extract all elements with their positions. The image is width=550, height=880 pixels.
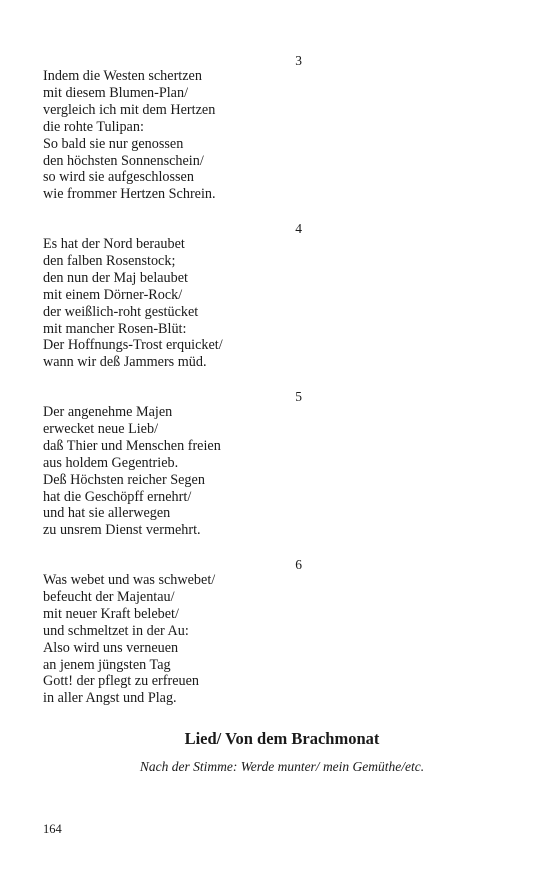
verse-line: Es hat der Nord beraubet: [43, 236, 185, 252]
verse-line: den falben Rosenstock;: [43, 252, 176, 269]
verse-line: mit einem Dörner-Rock/: [43, 286, 183, 303]
verse-line: erwecket neue Lieb/: [43, 420, 159, 437]
verse-line: mit neuer Kraft belebet/: [43, 605, 179, 622]
stanza-number: 5: [295, 389, 302, 404]
verse-line: befeucht der Majentau/: [43, 588, 175, 605]
verse-line: an jenem jüngsten Tag: [43, 656, 171, 673]
verse-lines: [43, 404, 221, 539]
verse-line: So bald sie nur genossen: [43, 135, 184, 152]
verse-line: mit diesem Blumen-Plan/: [43, 84, 189, 101]
stanza-number: 6: [295, 557, 302, 572]
verse-line: Der angenehme Majen: [43, 404, 173, 420]
verse-line: Indem die Westen schertzen: [43, 68, 202, 84]
verse-line: Der Hoffnungs-Trost erquicket/: [43, 337, 223, 354]
verse-line: den nun der Maj belaubet: [43, 269, 188, 286]
verse-line: Gott! der pflegt zu erfreuen: [43, 673, 199, 690]
verse-line: Deß Höchsten reicher Segen: [43, 471, 205, 488]
verse-line: aus holdem Gegentrieb.: [43, 454, 179, 471]
song-subtitle: Nach der Stimme: Werde munter/ mein Gemüthe/etc.: [139, 759, 425, 774]
verse-line: vergleich ich mit dem Hertzen: [43, 101, 216, 118]
verse-line: wie frommer Hertzen Schrein.: [43, 186, 216, 203]
song-title: Lied/ Von dem Brachmonat: [184, 729, 380, 748]
page-number: 164: [43, 822, 62, 836]
verse-line: wann wir deß Jammers müd.: [43, 354, 207, 371]
verse-line: und schmeltzet in der Au:: [43, 622, 189, 639]
stanza-number: 4: [295, 221, 302, 236]
verse-line: die rohte Tulipan:: [43, 118, 144, 135]
verse-line: Also wird uns verneuen: [43, 639, 179, 656]
verse-lines: [43, 236, 223, 371]
verse-line: so wird sie aufgeschlossen: [43, 169, 194, 186]
verse-line: der weißlich-roht gestücket: [43, 303, 199, 320]
verse-line: in aller Angst und Plag.: [43, 690, 177, 707]
verse-lines: [43, 68, 216, 203]
verse-line: und hat sie allerwegen: [43, 505, 171, 522]
verse-line: Was webet und was schwebet/: [43, 572, 216, 588]
verse-line: mit mancher Rosen-Blüt:: [43, 320, 187, 337]
verse-lines: [43, 572, 215, 707]
verse-line: daß Thier und Menschen freien: [43, 437, 221, 454]
verse-line: den höchsten Sonnenschein/: [43, 152, 204, 169]
verse-line: hat die Geschöpff ernehrt/: [43, 488, 192, 505]
stanza-number: 3: [295, 53, 302, 68]
verse-line: zu unsrem Dienst vermehrt.: [43, 522, 201, 539]
